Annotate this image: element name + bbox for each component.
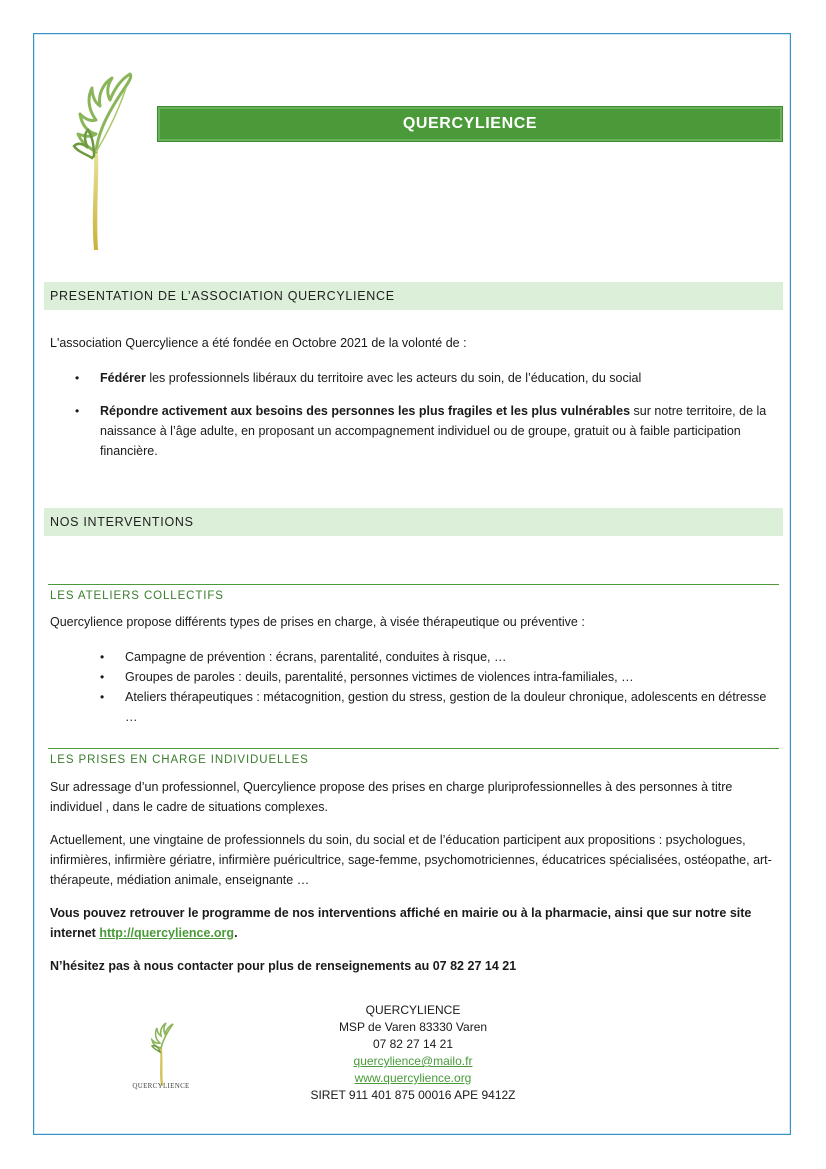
footer-contact-block xyxy=(260,1002,566,1104)
bullet-icon: • xyxy=(100,670,105,684)
contact-paragraph: N’hésitez pas à nous contacter pour plus de renseignements au 07 82 27 14 21 xyxy=(50,959,517,973)
title-banner xyxy=(157,106,783,142)
footer-phone: 07 82 27 14 21 xyxy=(372,1037,454,1051)
paragraph-end: . xyxy=(234,926,238,940)
footer-website-link[interactable]: www.quercylience.org xyxy=(354,1071,472,1085)
footer-address: MSP de Varen 83330 Varen xyxy=(338,1020,488,1034)
section-heading-interventions: NOS INTERVENTIONS xyxy=(44,508,783,536)
bullet-bold-text: Répondre activement aux besoins des personnes les plus fragiles et les plus vulnérables xyxy=(100,404,631,418)
list-item xyxy=(100,687,770,727)
footer-siret: SIRET 911 401 875 00016 APE 9412Z xyxy=(310,1088,516,1102)
list-item xyxy=(100,667,770,687)
individuelles-paragraph-1: Sur adressage d’un professionnel, Quercylience propose des prises en charge pluriprofessionnelles à des personnes à titre individuel , dans le cadre de situations complexes. xyxy=(50,780,733,814)
list-item xyxy=(75,401,780,461)
presentation-intro: L'association Quercylience a été fondée en Octobre 2021 de la volonté de : xyxy=(50,336,467,350)
list-item-text: Groupes de paroles : deuils, parentalité, personnes victimes de violences intra-familiales, … xyxy=(125,670,634,684)
bullet-text: les professionnels libéraux du territoire avec les acteurs du soin, de l’éducation, du social xyxy=(145,371,642,385)
list-item xyxy=(100,647,770,667)
subheading-ateliers-collectifs: LES ATELIERS COLLECTIFS xyxy=(48,584,779,608)
page-title: QUERCYLIENCE xyxy=(402,115,538,132)
logo-caption: QUERCYLIENCE xyxy=(132,1082,190,1090)
paragraph-text: Vous pouvez retrouver le programme de nos interventions affiché en mairie ou à la pharmacie, ainsi que sur notre site internet xyxy=(50,906,752,940)
individuelles-paragraph-3 xyxy=(50,903,775,943)
website-link[interactable]: http://quercylience.org xyxy=(99,926,235,940)
footer-name: QUERCYLIENCE xyxy=(365,1003,461,1017)
oak-leaf-logo-icon xyxy=(68,72,138,254)
bullet-icon: • xyxy=(100,690,105,704)
bullet-icon: • xyxy=(75,371,80,385)
presentation-bullet-list xyxy=(75,368,780,461)
footer-email-link[interactable]: quercylience@mailo.fr xyxy=(353,1054,473,1068)
bullet-bold-text: Fédérer xyxy=(100,371,146,385)
list-item-text: Ateliers thérapeutiques : métacognition, gestion du stress, gestion de la douleur chronique, adolescents en détresse … xyxy=(125,690,767,724)
section-heading-presentation: PRESENTATION DE L’ASSOCIATION QUERCYLIENCE xyxy=(44,282,783,310)
subheading-prises-individuelles: LES PRISES EN CHARGE INDIVIDUELLES xyxy=(48,748,779,772)
bullet-text: sur notre territoire, de la naissance à l’âge adulte, en proposant un accompagnement individuel ou de groupe, gratuit ou à faible participation financière. xyxy=(100,404,767,458)
list-item xyxy=(75,368,780,388)
bullet-icon: • xyxy=(100,650,105,664)
collectifs-list xyxy=(100,647,770,727)
collectifs-intro: Quercylience propose différents types de prises en charge, à visée thérapeutique ou préventive : xyxy=(50,615,585,629)
bullet-icon: • xyxy=(75,404,80,418)
list-item-text: Campagne de prévention : écrans, parentalité, conduites à risque, … xyxy=(125,650,507,664)
individuelles-paragraph-2: Actuellement, une vingtaine de professionnels du soin, du social et de l’éducation participent aux propositions : psychologues, infirmières, infirmière gériatre, infirmière puéricultrice, sage-femme, psychomotriciennes, éducatrices spécialisées, ostéopathe, art-thérapeute, médiation animale, enseignante … xyxy=(50,833,772,887)
